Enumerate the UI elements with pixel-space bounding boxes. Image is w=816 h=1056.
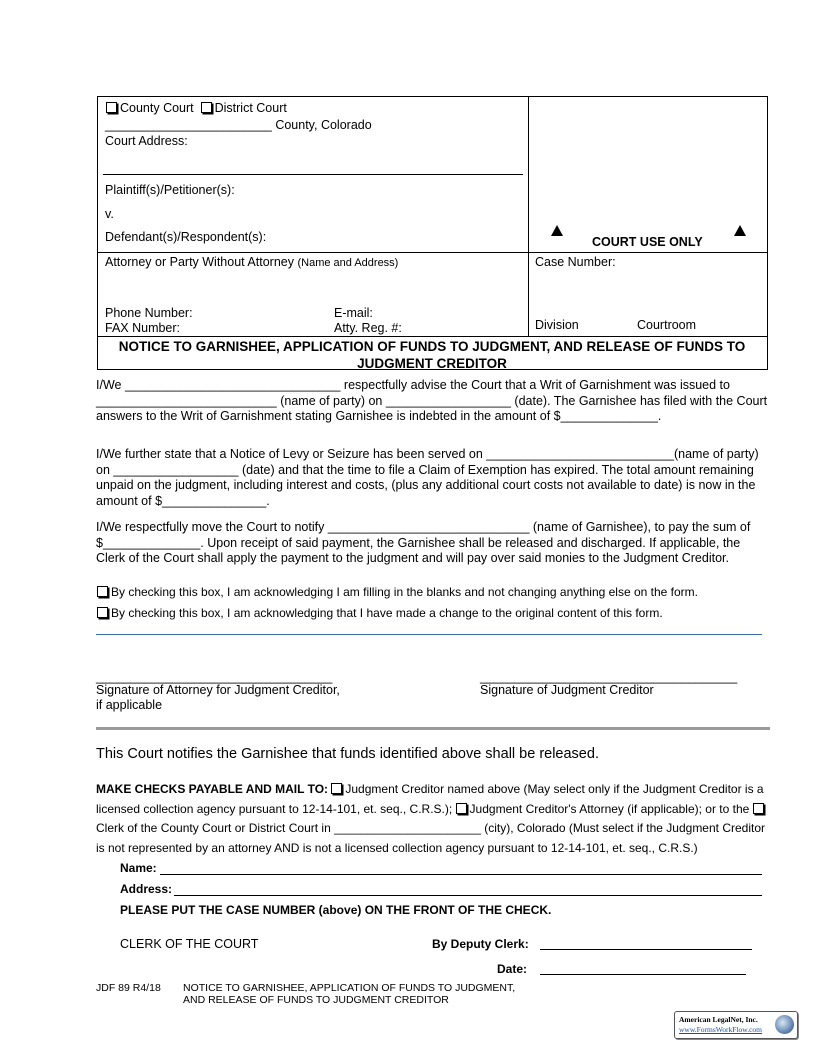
- ack-no-change-text: By checking this box, I am acknowledging I am filling in the blanks and not changing anything else on the form.: [111, 585, 699, 599]
- ack-change-checkbox[interactable]: [97, 607, 108, 618]
- date-line[interactable]: [540, 974, 746, 975]
- address-line[interactable]: [174, 895, 762, 896]
- fax-label: FAX Number:: [105, 321, 181, 335]
- footer-title-1: NOTICE TO GARNISHEE, APPLICATION OF FUNDS TO JUDGMENT,: [183, 982, 516, 994]
- deputy-clerk-label: By Deputy Clerk:: [432, 937, 529, 951]
- mail-option-creditor: Judgment Creditor named above (May select only if the Judgment Creditor is a licensed collection agency pursuant to 12-14-101, et. seq., C.R.S.);: [96, 782, 764, 816]
- ack-no-change-row: [97, 585, 698, 599]
- caption-divider-attorney: [97, 252, 768, 253]
- legalnet-logo[interactable]: [674, 1011, 798, 1039]
- creditor-attorney-checkbox[interactable]: [456, 803, 467, 814]
- clerk-checkbox[interactable]: [753, 803, 764, 814]
- attorney-signature-label: Signature of Attorney for Judgment Creditor,: [96, 683, 340, 697]
- arrow-up-icon: [551, 225, 563, 236]
- deputy-clerk-line[interactable]: [540, 949, 752, 950]
- ack-change-row: [97, 606, 663, 620]
- versus-label: v.: [105, 207, 114, 221]
- paragraph-levy: I/We further state that a Notice of Levy or Seizure has been served on ___________________________(name of party) on __________________ (date) and that the time to file a Claim of Exemption has expired. The total amount remaining unpaid on the judgment, including interest and costs, (plus any additional court costs not available to date) is now in the amount of $_______________.: [96, 447, 759, 508]
- mail-instructions: [96, 780, 770, 858]
- clerk-label: CLERK OF THE COURT: [120, 937, 259, 951]
- globe-icon: [775, 1015, 794, 1034]
- case-number-note: PLEASE PUT THE CASE NUMBER (above) ON THE FRONT OF THE CHECK.: [120, 903, 552, 917]
- name-label: Name:: [120, 861, 157, 875]
- plaintiff-label: Plaintiff(s)/Petitioner(s):: [105, 183, 235, 197]
- attorney-signature-line[interactable]: __________________________________: [96, 670, 333, 684]
- county-line[interactable]: ________________________ County, Colorado: [105, 118, 372, 132]
- division-label: Division: [535, 318, 579, 332]
- form-title: NOTICE TO GARNISHEE, APPLICATION OF FUNDS TO JUDGMENT, AND RELEASE OF FUNDS TO JUDGMENT CREDITOR: [118, 339, 746, 371]
- email-label: E-mail:: [334, 306, 373, 320]
- defendant-label: Defendant(s)/Respondent(s):: [105, 230, 267, 244]
- footer-title-2: AND RELEASE OF FUNDS TO JUDGMENT CREDITOR: [183, 994, 449, 1006]
- creditor-signature-label: Signature of Judgment Creditor: [480, 683, 654, 697]
- section-divider-blue: [96, 634, 762, 635]
- caption-vertical-divider: [528, 96, 529, 336]
- form-id: JDF 89 R4/18: [96, 982, 161, 994]
- arrow-up-icon: [734, 225, 746, 236]
- attorney-signature-sub: if applicable: [96, 698, 163, 712]
- creditor-signature-line[interactable]: _____________________________________: [480, 670, 738, 684]
- name-line[interactable]: [160, 874, 762, 875]
- court-section-divider: [96, 727, 770, 730]
- mail-option-clerk: Clerk of the County Court or District Court in ______________________ (city), Colorado (Must select if the Judgment Creditor is not represented by an attorney AND is not a licensed collection agency pursuant to 12-14-101, et. seq., C.R.S.): [96, 821, 766, 855]
- ack-no-change-checkbox[interactable]: [97, 586, 108, 597]
- county-court-label: County Court: [120, 101, 194, 115]
- paragraph-writ: I/We _______________________________ respectfully advise the Court that a Writ of Garnishment was issued to __________________________ (name of party) on __________________ (date). The Garnishee has filed with the Court answers to the Writ of Garnishment stating Garnishee is indebted in the amount of $______________.: [96, 378, 768, 423]
- mail-option-attorney: Judgment Creditor's Attorney (if applicable); or to the: [469, 801, 750, 816]
- date-label: Date:: [497, 962, 528, 976]
- court-notice: This Court notifies the Garnishee that funds identified above shall be released.: [96, 746, 599, 762]
- phone-label: Phone Number:: [105, 306, 193, 320]
- judgment-creditor-checkbox[interactable]: [331, 783, 342, 794]
- address-label: Address:: [120, 882, 173, 896]
- case-number-label: Case Number:: [535, 255, 616, 269]
- logo-url: www.FormsWorkFlow.com: [679, 1025, 763, 1034]
- ack-change-text: By checking this box, I am acknowledging that I have made a change to the original content of this form.: [111, 606, 663, 620]
- district-court-checkbox[interactable]: [201, 102, 212, 113]
- attorney-label: [105, 255, 398, 269]
- courtroom-label: Courtroom: [637, 318, 697, 332]
- district-court-label: District Court: [214, 101, 287, 115]
- court-address-line: [103, 174, 523, 175]
- court-type-options: [106, 101, 287, 115]
- attorney-text: Attorney or Party Without Attorney: [105, 255, 294, 269]
- court-address-label: Court Address:: [105, 134, 188, 148]
- county-court-checkbox[interactable]: [106, 102, 117, 113]
- attorney-note: (Name and Address): [297, 257, 399, 269]
- paragraph-motion: I/We respectfully move the Court to notify _____________________________ (name of Garnishee), to pay the sum of $______________. Upon receipt of said payment, the Garnishee shall be released and discharged. If applicable, the Clerk of the Court shall apply the payment to the judgment and will pay over said monies to the Judgment Creditor.: [96, 520, 751, 565]
- caption-divider-title: [97, 336, 768, 337]
- logo-company: American LegalNet, Inc.: [679, 1015, 758, 1024]
- atty-reg-label: Atty. Reg. #:: [334, 321, 402, 335]
- mail-lead: MAKE CHECKS PAYABLE AND MAIL TO:: [96, 782, 329, 796]
- court-use-only-label: COURT USE ONLY: [592, 235, 703, 249]
